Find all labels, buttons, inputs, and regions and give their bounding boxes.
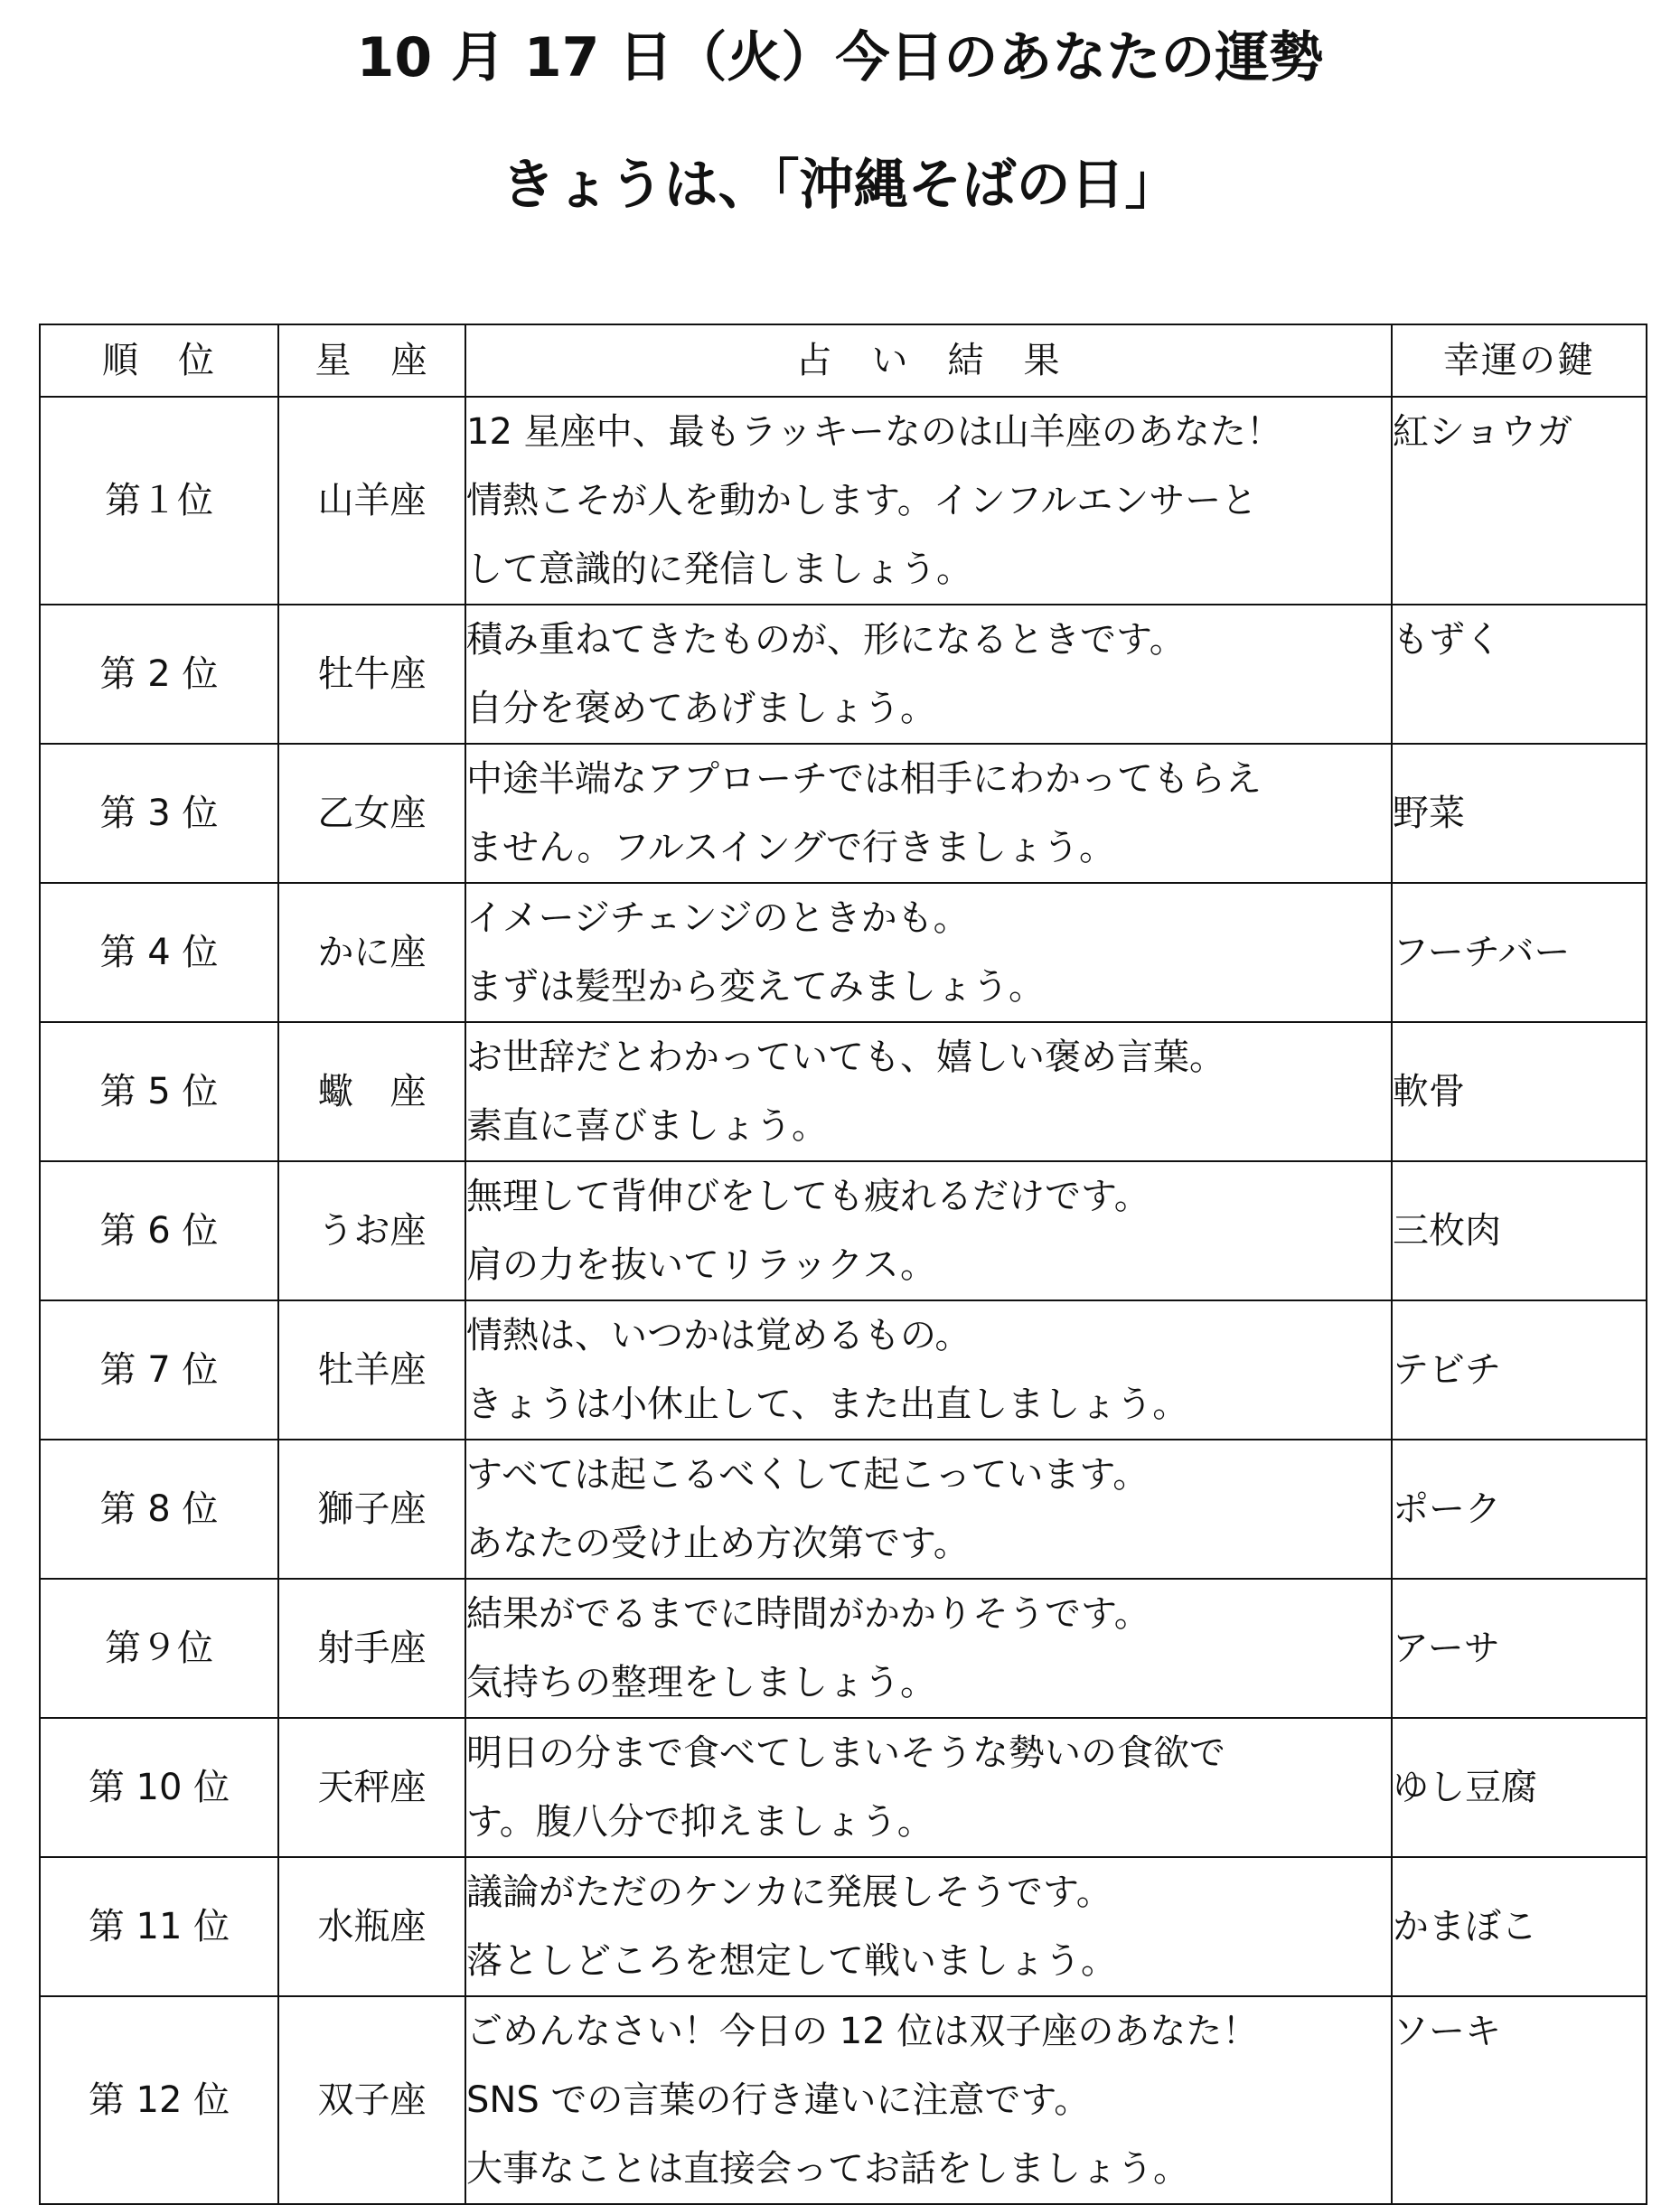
column-header-key: 幸運の鍵 [1392,324,1647,397]
result-line: まずは髪型から変えてみましょう。 [466,966,1045,1008]
lucky-key-cell: 紅ショウガ [1392,397,1647,605]
result-line: 議論がただのケンカに発展しそうです。 [466,1872,1112,1913]
lucky-key-cell: 三枚肉 [1392,1161,1647,1300]
table-row [40,883,1647,1022]
result-line: あなたの受け止め方次第です。 [466,1523,970,1564]
sign-cell: 獅子座 [278,1440,465,1579]
column-header-result: 占 い 結 果 [465,324,1392,397]
table-row [40,1161,1647,1300]
result-line: お世辞だとわかっていても、嬉しい褒め言葉。 [466,1037,1225,1078]
result-line: 大事なことは直接会ってお話をしましょう。 [466,2148,1189,2190]
rank-cell: 第 3 位 [40,744,278,883]
table-row [40,1579,1647,1718]
sign-cell: 射手座 [278,1579,465,1718]
lucky-key-cell: ポーク [1392,1440,1647,1579]
result-line: 気持ちの整理をしましょう。 [466,1662,936,1703]
result-line: ごめんなさい！今日の 12 位は双子座のあなた！ [466,2011,1259,2052]
result-line: すべては起こるべくして起こっています。 [466,1454,1150,1496]
result-line: SNS での言葉の行き違いに注意です。 [466,2079,1091,2121]
sign-cell: 乙女座 [278,744,465,883]
page-subtitle: きょうは、「沖縄そばの日」 [501,154,1179,217]
result-line: 肩の力を抜いてリラックス。 [466,1244,936,1286]
column-header-sign: 星 座 [278,324,465,397]
sign-cell: 山羊座 [278,397,465,605]
table-header-row [40,324,1647,397]
rank-cell: 第 8 位 [40,1440,278,1579]
rank-cell: 第 6 位 [40,1161,278,1300]
table-row [40,1718,1647,1857]
result-cell [465,1161,1392,1300]
result-cell [465,1440,1392,1579]
table-row [40,1022,1647,1161]
result-cell [465,883,1392,1022]
column-header-rank: 順 位 [40,324,278,397]
result-line: 12 星座中、最もラッキーなのは山羊座のあなた！ [466,411,1282,453]
result-line: して意識的に発信しましょう。 [466,549,972,590]
sign-cell: うお座 [278,1161,465,1300]
lucky-key-cell: 軟骨 [1392,1022,1647,1161]
result-line: 情熱は、いつかは覚めるもの。 [466,1315,971,1356]
lucky-key-cell: フーチバー [1392,883,1647,1022]
sign-cell: 天秤座 [278,1718,465,1857]
table-row [40,1857,1647,1996]
rank-cell: 第 12 位 [40,1996,278,2204]
lucky-key-cell: ゆし豆腐 [1392,1718,1647,1857]
fortune-table [39,324,1647,2205]
result-cell [465,1996,1392,2204]
lucky-key-cell: アーサ [1392,1579,1647,1718]
lucky-key-cell: かまぼこ [1392,1857,1647,1996]
lucky-key-cell: ソーキ [1392,1996,1647,2204]
result-line: イメージチェンジのときかも。 [466,897,970,939]
result-cell [465,1300,1392,1440]
lucky-key-cell: 野菜 [1392,744,1647,883]
rank-cell: 第 5 位 [40,1022,278,1161]
sign-cell: かに座 [278,883,465,1022]
result-line: 落としどころを想定して戦いましょう。 [466,1940,1117,1982]
table-row [40,1996,1647,2204]
result-line: す。腹八分で抑えましょう。 [466,1801,934,1843]
rank-cell: 第 4 位 [40,883,278,1022]
sign-cell: 蠍 座 [278,1022,465,1161]
result-line: 自分を褒めてあげましょう。 [466,688,936,729]
sign-cell: 水瓶座 [278,1857,465,1996]
lucky-key-cell: テビチ [1392,1300,1647,1440]
rank-cell: 第１位 [40,397,278,605]
result-line: きょうは小休止して、また出直しましょう。 [466,1384,1189,1425]
result-cell [465,1022,1392,1161]
result-cell [465,605,1392,744]
result-cell [465,1718,1392,1857]
rank-cell: 第 11 位 [40,1857,278,1996]
result-line: 情熱こそが人を動かします。インフルエンサーと [466,480,1258,521]
result-line: 結果がでるまでに時間がかかりそうです。 [466,1593,1150,1635]
result-line: 無理して背伸びをしても疲れるだけです。 [466,1176,1150,1217]
rank-cell: 第９位 [40,1579,278,1718]
result-line: 明日の分まで食べてしまいそうな勢いの食欲で [466,1732,1225,1774]
sign-cell: 牡羊座 [278,1300,465,1440]
rank-cell: 第 10 位 [40,1718,278,1857]
result-line: 中途半端なアプローチでは相手にわかってもらえ [466,758,1262,800]
table-row [40,605,1647,744]
table-body [40,397,1647,2204]
result-line: 積み重ねてきたものが、形になるときです。 [466,619,1186,661]
rank-cell: 第 2 位 [40,605,278,744]
rank-cell: 第 7 位 [40,1300,278,1440]
result-cell [465,1857,1392,1996]
table-row [40,744,1647,883]
sign-cell: 双子座 [278,1996,465,2204]
page-title: 10 月 17 日（火）今日のあなたの運勢 [356,26,1324,89]
result-line: ません。フルスイングで行きましょう。 [466,827,1115,868]
table-row [40,1440,1647,1579]
sign-cell: 牡牛座 [278,605,465,744]
result-cell [465,744,1392,883]
result-cell [465,1579,1392,1718]
result-line: 素直に喜びましょう。 [466,1105,828,1147]
lucky-key-cell: もずく [1392,605,1647,744]
result-cell [465,397,1392,605]
table-row [40,397,1647,605]
table-row [40,1300,1647,1440]
